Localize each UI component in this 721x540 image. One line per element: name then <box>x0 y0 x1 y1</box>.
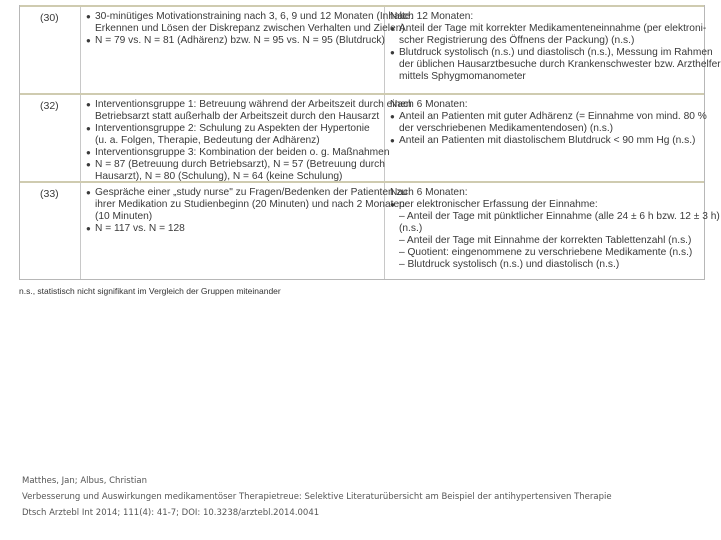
text-line: Betriebsarzt statt außerhalb der Arbeitszeit durch den Hausarzt <box>95 111 380 122</box>
citation-source: Dtsch Arztebl Int 2014; 111(4): 41-7; DOI: 10.3238/arztebl.2014.0041 <box>22 508 320 518</box>
intervention-cell <box>86 187 408 235</box>
text-line: ihrer Medikation zu Studienbeginn (20 Minuten) und nach 2 Monaten <box>95 199 405 210</box>
bullet-item: ● Interventionsgruppe 3: Kombination der beiden o. g. Maßnahmen <box>86 147 378 159</box>
outcome-cell <box>390 11 721 83</box>
bullet-item: ● 30-minütiges Motivationstraining nach 3, 6, 9 und 12 Monaten (Inhalte: <box>86 11 378 23</box>
bullet-item: ● Anteil an Patienten mit diastolischem Blutdruck < 90 mm Hg (n.s.) <box>390 135 696 147</box>
text-line: – Quotient: eingenommene zu verschriebene Medikamente (n.s.) <box>399 247 693 258</box>
text-line: – Anteil der Tage mit pünktlicher Einnahme (alle 24 ± 6 h bzw. 12 ± 3 h) <box>399 211 720 222</box>
table-row <box>20 181 720 279</box>
column-divider <box>80 183 81 279</box>
citation-title: Verbesserung und Auswirkungen medikamentöser Therapietreue: Selektive Literaturübersicht am Beispiel der antihypertensiven Therapie <box>22 492 612 502</box>
outcome-cell <box>390 187 720 271</box>
text-line: – Blutdruck systolisch (n.s.) und diastolisch (n.s.) <box>399 259 620 270</box>
bullet-item: ● per elektronischer Erfassung der Einnahme: <box>390 199 696 211</box>
text-line: der üblichen Hausarztbesuche durch Krankenschwester bzw. Arzthelfer <box>399 59 721 70</box>
citation <box>22 473 612 521</box>
intervention-cell <box>86 99 412 183</box>
text-line: Erkennen und Lösen der Diskrepanz zwischen Verhalten und Zielen) <box>95 23 405 34</box>
bullet-item: ● Gespräche einer „study nurse" zu Fragen/Bedenken der Patienten zu <box>86 187 378 199</box>
bullet-item: ● N = 117 vs. N = 128 <box>86 223 378 235</box>
text-line: Nach 12 Monaten: <box>390 11 474 22</box>
table-footnote: n.s., statistisch nicht signifikant im Vergleich der Gruppen miteinander <box>19 286 281 296</box>
intervention-cell <box>86 11 414 47</box>
study-id: (30) <box>40 12 59 24</box>
table-row <box>20 5 721 95</box>
column-divider <box>80 95 81 183</box>
text-line: mittels Sphygmomanometer <box>399 71 526 82</box>
outcome-cell <box>390 99 707 147</box>
bullet-item: ● Anteil an Patienten mit guter Adhärenz (= Einnahme von mind. 80 % <box>390 111 696 123</box>
text-line: der verschriebenen Medikamentendosen) (n.s.) <box>399 123 614 134</box>
bullet-item: ● Interventionsgruppe 1: Betreuung während der Arbeitszeit durch einen <box>86 99 378 111</box>
table-row <box>20 93 707 183</box>
bullet-item: ● Blutdruck systolisch (n.s.) und diastolisch (n.s.), Messung im Rahmen <box>390 47 696 59</box>
text-line: – Anteil der Tage mit Einnahme der korrekten Tablettenzahl (n.s.) <box>399 235 692 246</box>
study-id: (32) <box>40 100 59 112</box>
text-line: (u. a. Folgen, Therapie, Bedeutung der Adhärenz) <box>95 135 320 146</box>
column-divider <box>80 7 81 95</box>
bullet-item: ● N = 87 (Betreuung durch Betriebsarzt), N = 57 (Betreuung durch <box>86 159 378 171</box>
bullet-item: ● Interventionsgruppe 2: Schulung zu Aspekten der Hypertonie <box>86 123 378 135</box>
text-line: Hausarzt), N = 80 (Schulung), N = 64 (keine Schulung) <box>95 171 343 182</box>
text-line: (10 Minuten) <box>95 211 153 222</box>
study-table <box>19 5 721 280</box>
text-line: Nach 6 Monaten: <box>390 99 468 110</box>
bullet-item: ● Anteil der Tage mit korrekter Medikamenteneinnahme (per elektroni- <box>390 23 696 35</box>
study-id: (33) <box>40 188 59 200</box>
text-line: (n.s.) <box>399 223 423 234</box>
citation-authors: Matthes, Jan; Albus, Christian <box>22 476 148 486</box>
text-line: scher Registrierung des Öffnens der Packung) (n.s.) <box>399 35 635 46</box>
bullet-item: ● N = 79 vs. N = 81 (Adhärenz) bzw. N = 95 vs. N = 95 (Blutdruck) <box>86 35 378 47</box>
text-line: Nach 6 Monaten: <box>390 187 468 198</box>
